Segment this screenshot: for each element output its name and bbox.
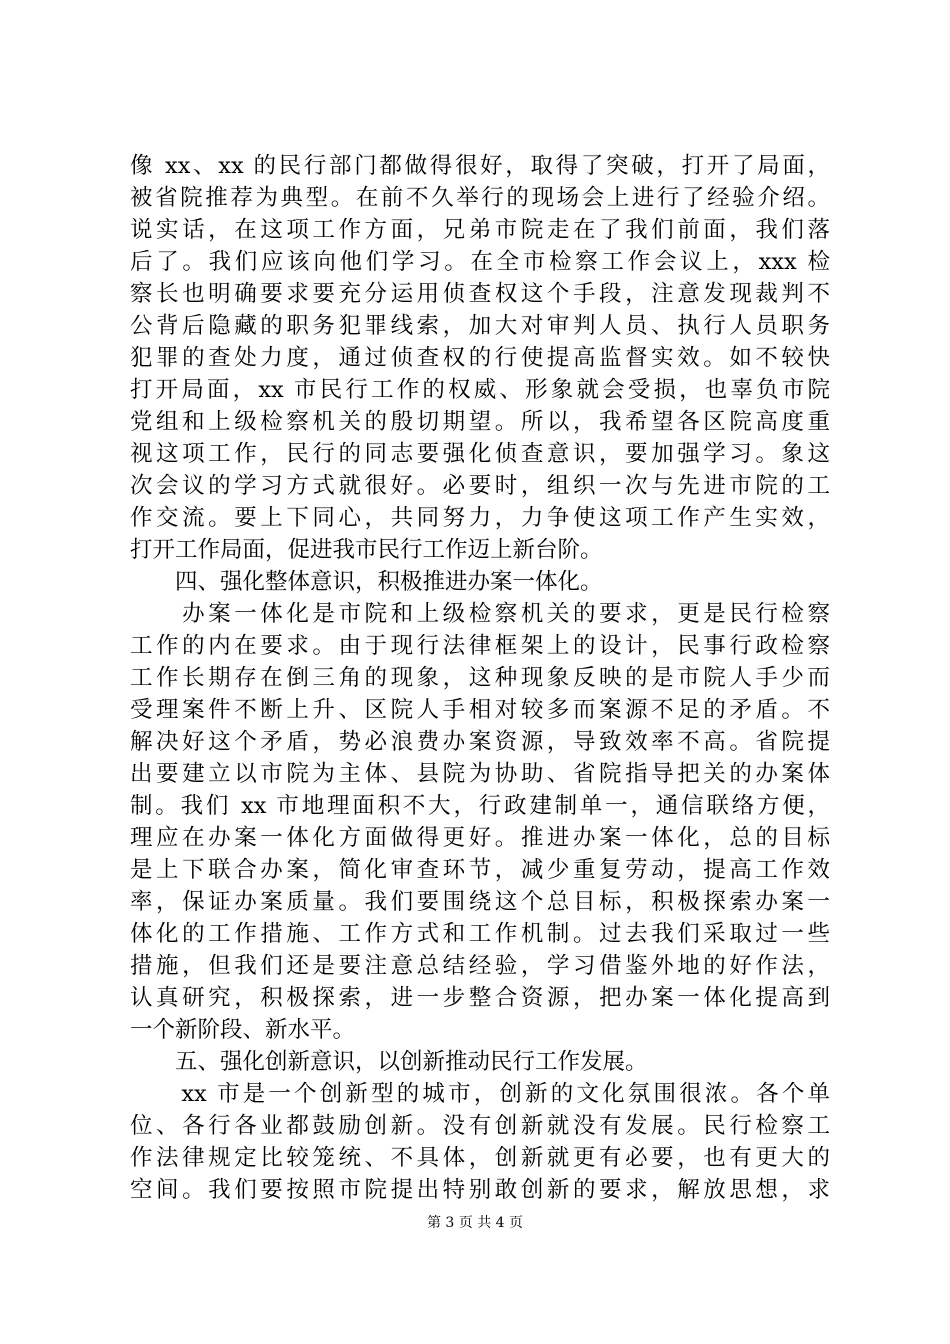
text-line: 公背后隐藏的职务犯罪线索，加大对审判人员、执行人员职务 [130, 313, 830, 339]
text-line: 工作的内在要求。由于现行法律框架上的设计，民事行政检察 [130, 633, 830, 659]
text-line: 工作长期存在倒三角的现象，这种现象反映的是市院人手少而 [130, 665, 830, 691]
text-line: 像 xx、xx 的民行部门都做得很好，取得了突破，打开了局面， [130, 153, 830, 179]
text-line: 打开工作局面，促进我市民行工作迈上新台阶。 [130, 537, 603, 563]
text-line: xx 市是一个创新型的城市，创新的文化氛围很浓。各个单 [130, 1081, 830, 1107]
text-line: 理应在办案一体化方面做得更好。推进办案一体化，总的目标 [130, 825, 830, 851]
text-line: 党组和上级检察机关的殷切期望。所以，我希望各区院高度重 [130, 409, 830, 435]
page-footer: 第 3 页 共 4 页 [426, 1215, 524, 1231]
text-line: 次会议的学习方式就很好。必要时，组织一次与先进市院的工 [130, 473, 830, 499]
text-line: 说实话，在这项工作方面，兄弟市院走在了我们前面，我们落 [130, 217, 830, 243]
text-line: 体化的工作措施、工作方式和工作机制。过去我们采取过一些 [130, 921, 830, 947]
text-line: 率，保证办案质量。我们要围绕这个总目标，积极探索办案一 [130, 889, 830, 915]
text-line: 认真研究，积极探索，进一步整合资源，把办案一体化提高到 [130, 985, 830, 1011]
text-line: 被省院推荐为典型。在前不久举行的现场会上进行了经验介绍。 [130, 185, 830, 211]
text-line: 察长也明确要求要充分运用侦查权这个手段，注意发现裁判不 [130, 281, 830, 307]
text-line: 空间。我们要按照市院提出特别敢创新的要求，解放思想，求 [130, 1177, 830, 1203]
text-line: 受理案件不断上升、区院人手相对较多而案源不足的矛盾。不 [130, 697, 830, 723]
text-line: 一个新阶段、新水平。 [130, 1017, 356, 1043]
text-line: 后了。我们应该向他们学习。在全市检察工作会议上，xxx 检 [130, 249, 830, 275]
text-line: 制。我们 xx 市地理面积不大，行政建制单一，通信联络方便， [130, 793, 830, 819]
text-line: 犯罪的查处力度，通过侦查权的行使提高监督实效。如不较快 [130, 345, 830, 371]
body-text [130, 150, 830, 1206]
text-line: 办案一体化是市院和上级检察机关的要求，更是民行检察 [130, 601, 830, 627]
text-line: 打开局面，xx 市民行工作的权威、形象就会受损，也辜负市院 [130, 377, 830, 403]
text-line: 是上下联合办案，简化审查环节，减少重复劳动，提高工作效 [130, 857, 830, 883]
text-line: 出要建立以市院为主体、县院为协助、省院指导把关的办案体 [130, 761, 830, 787]
text-line: 措施，但我们还是要注意总结经验，学习借鉴外地的好作法， [130, 953, 830, 979]
text-line: 四、强化整体意识，积极推进办案一体化。 [130, 569, 603, 595]
text-line: 五、强化创新意识，以创新推动民行工作发展。 [130, 1049, 648, 1075]
text-line: 位、各行各业都鼓励创新。没有创新就没有发展。民行检察工 [130, 1113, 830, 1139]
text-line: 作法律规定比较笼统、不具体，创新就更有必要，也有更大的 [130, 1145, 830, 1171]
text-line: 解决好这个矛盾，势必浪费办案资源，导致效率不高。省院提 [130, 729, 830, 755]
text-line: 视这项工作，民行的同志要强化侦查意识，要加强学习。象这 [130, 441, 830, 467]
text-line: 作交流。要上下同心，共同努力，力争使这项工作产生实效， [130, 505, 830, 531]
